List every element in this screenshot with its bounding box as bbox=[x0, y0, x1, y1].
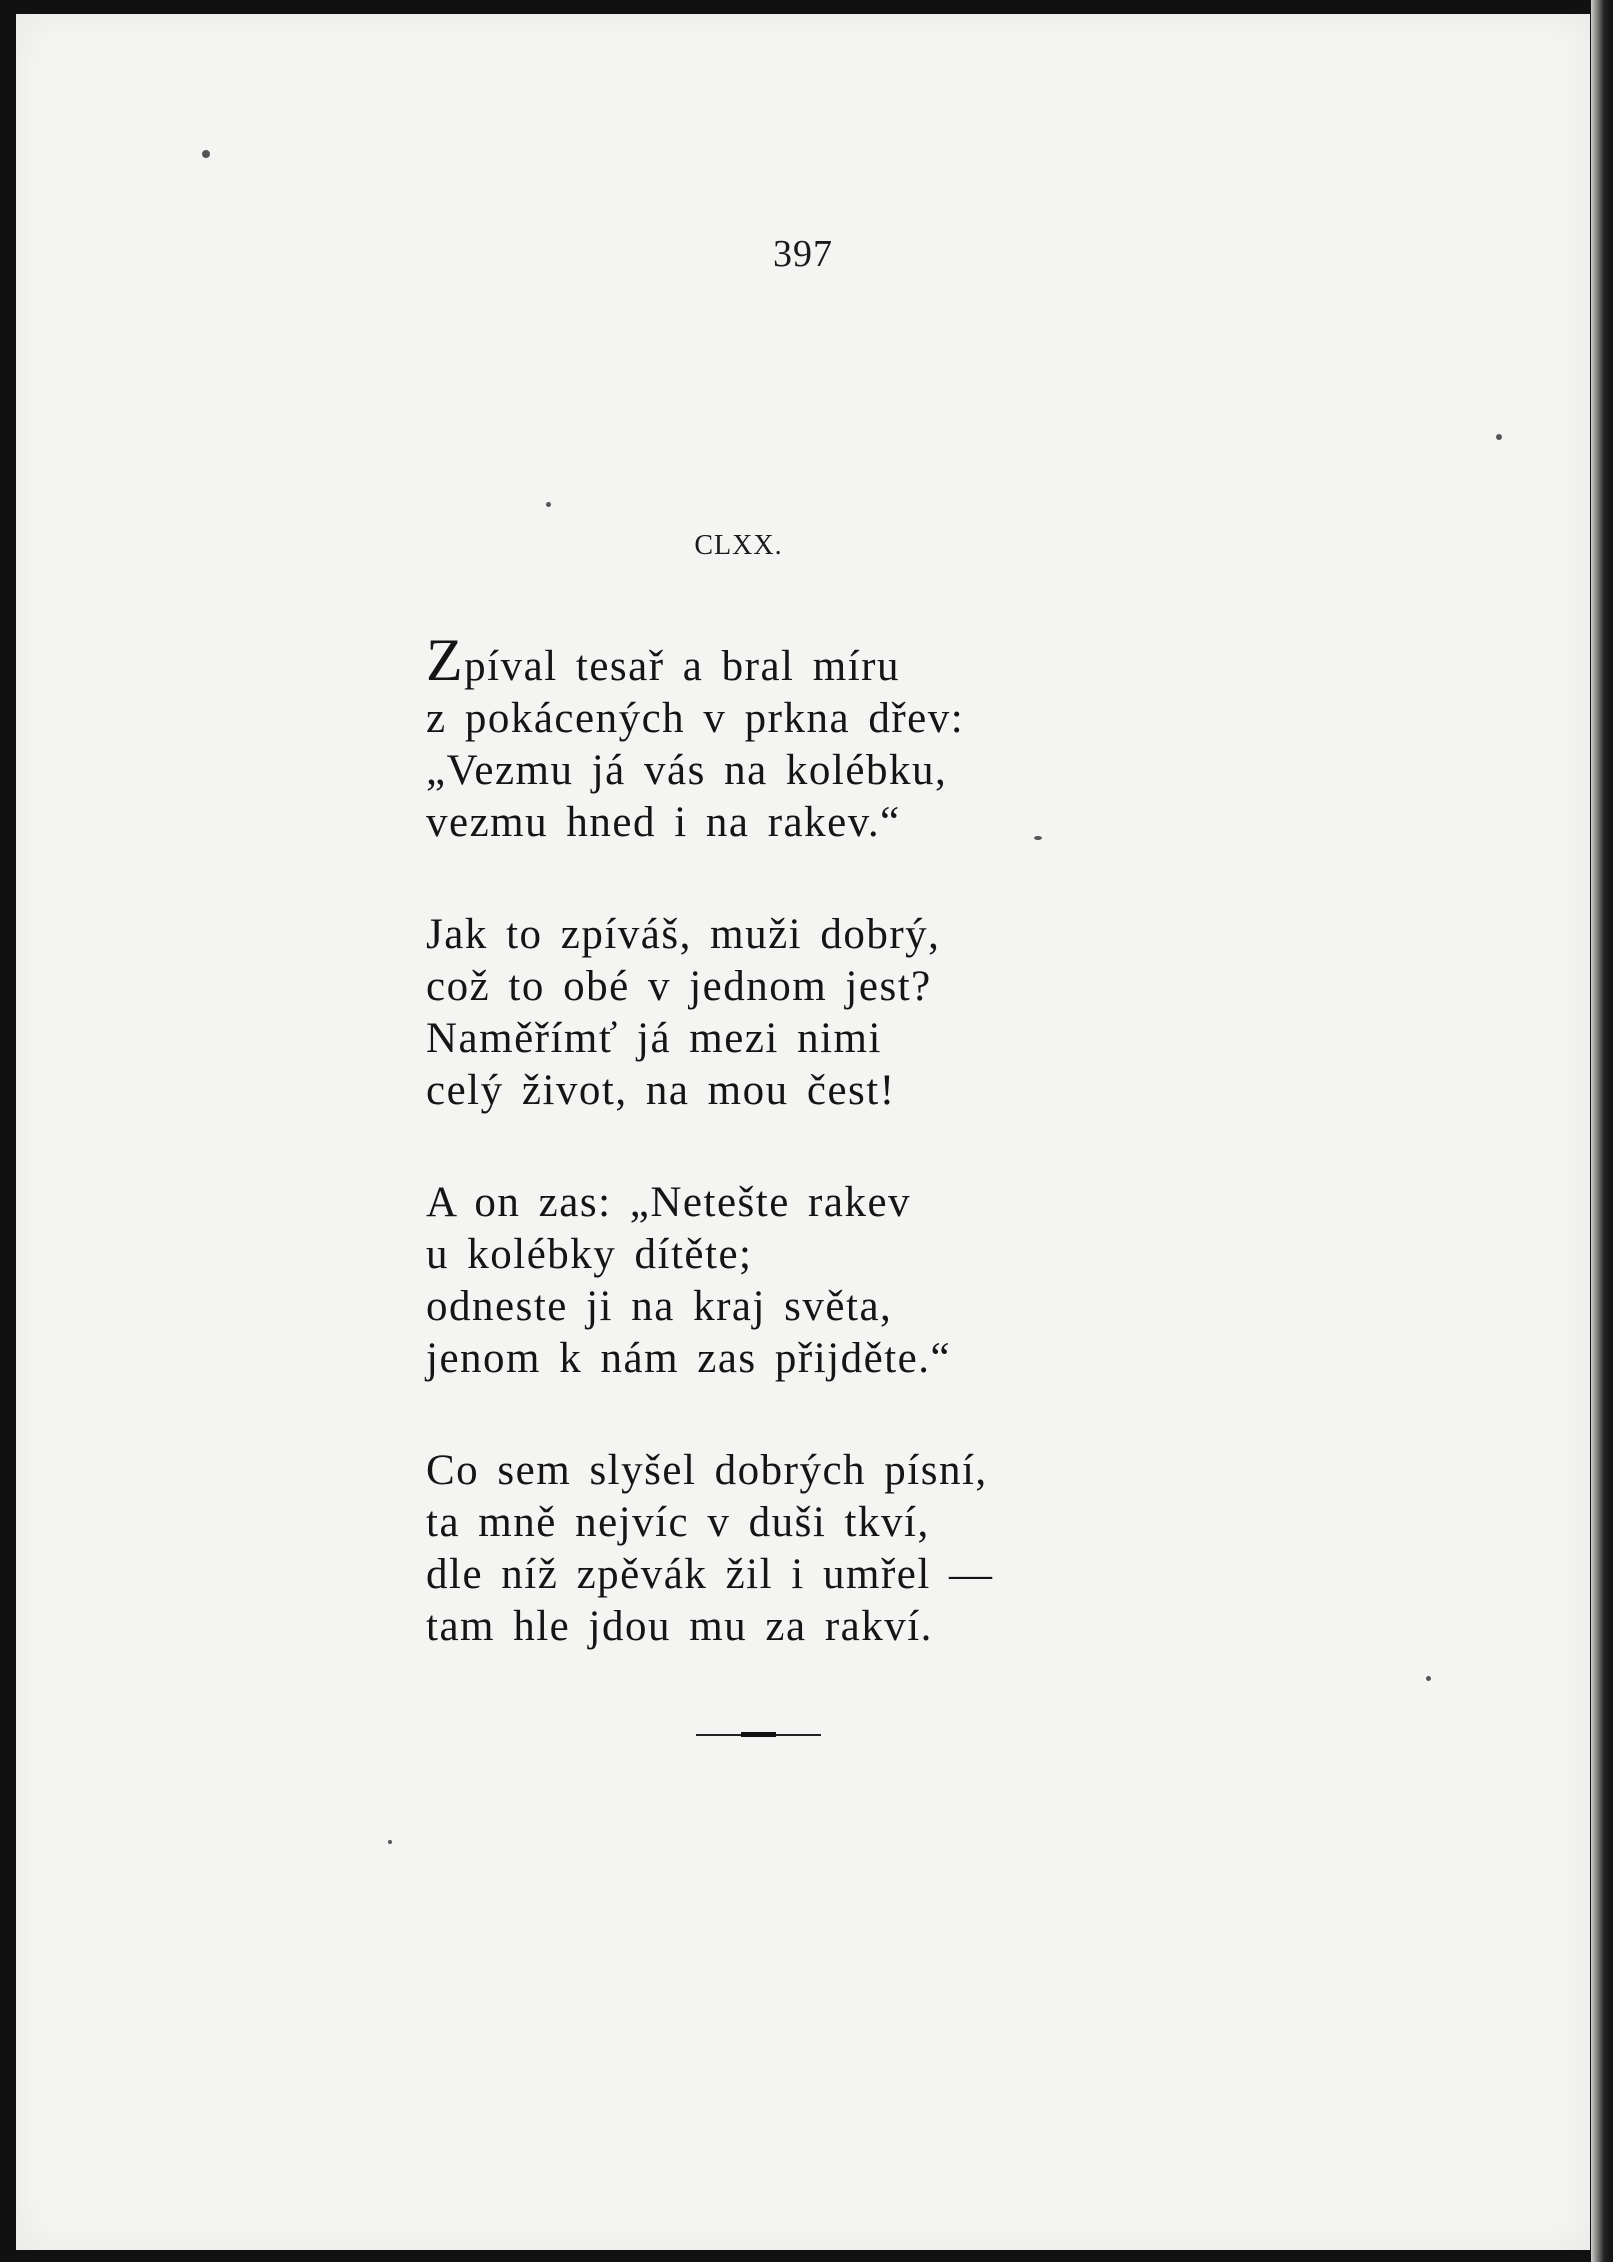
poem-line-7: Naměřímť já mezi nimi bbox=[426, 1015, 882, 1062]
ornament-right-dash bbox=[776, 1734, 821, 1736]
poem-line-2: z pokácených v prkna dřev: bbox=[426, 695, 965, 742]
scan-speck bbox=[546, 502, 551, 507]
scan-speck bbox=[1426, 1676, 1431, 1681]
end-ornament-rule bbox=[696, 1732, 821, 1738]
poem-line-12: jenom k nám zas přijděte.“ bbox=[426, 1335, 952, 1382]
poem-line-8: celý život, na mou čest! bbox=[426, 1067, 896, 1114]
scan-speck bbox=[1034, 836, 1042, 840]
poem-line-10: u kolébky dítěte; bbox=[426, 1231, 753, 1278]
stanza-3 bbox=[426, 1177, 994, 1385]
poem-line-9: A on zas: „Netešte rakev bbox=[426, 1179, 912, 1226]
poem-line-15: dle níž zpěvák žil i umřel — bbox=[426, 1551, 994, 1598]
scan-speck bbox=[202, 150, 210, 158]
page-edge-shadow bbox=[1591, 0, 1613, 2262]
stanza-4 bbox=[426, 1445, 994, 1653]
stanza-1 bbox=[426, 627, 994, 849]
poem-line-3: „Vezmu já vás na kolébku, bbox=[426, 747, 948, 794]
first-line-text: píval tesař a bral míru bbox=[464, 643, 900, 690]
poem-body bbox=[426, 627, 994, 1713]
poem-line-4: vezmu hned i na rakev.“ bbox=[426, 799, 901, 846]
poem-line-11: odneste ji na kraj světa, bbox=[426, 1283, 893, 1330]
poem-line-1 bbox=[426, 627, 994, 693]
book-page bbox=[16, 14, 1590, 2250]
page-number: 397 bbox=[773, 233, 833, 275]
poem-line-16: tam hle jdou mu za rakví. bbox=[426, 1603, 933, 1650]
stanza-2 bbox=[426, 909, 994, 1117]
poem-line-13: Co sem slyšel dobrých písní, bbox=[426, 1447, 988, 1494]
scan-speck bbox=[388, 1840, 392, 1844]
scan-speck bbox=[1496, 434, 1502, 440]
ornament-left-dash bbox=[696, 1734, 741, 1736]
ornament-center-dash bbox=[741, 1732, 776, 1737]
poem-line-14: ta mně nejvíc v duši tkví, bbox=[426, 1499, 930, 1546]
poem-line-5: Jak to zpíváš, muži dobrý, bbox=[426, 911, 941, 958]
initial-letter: Z bbox=[426, 627, 465, 693]
poem-number: CLXX. bbox=[694, 530, 783, 561]
poem-line-6: což to obé v jednom jest? bbox=[426, 963, 932, 1010]
